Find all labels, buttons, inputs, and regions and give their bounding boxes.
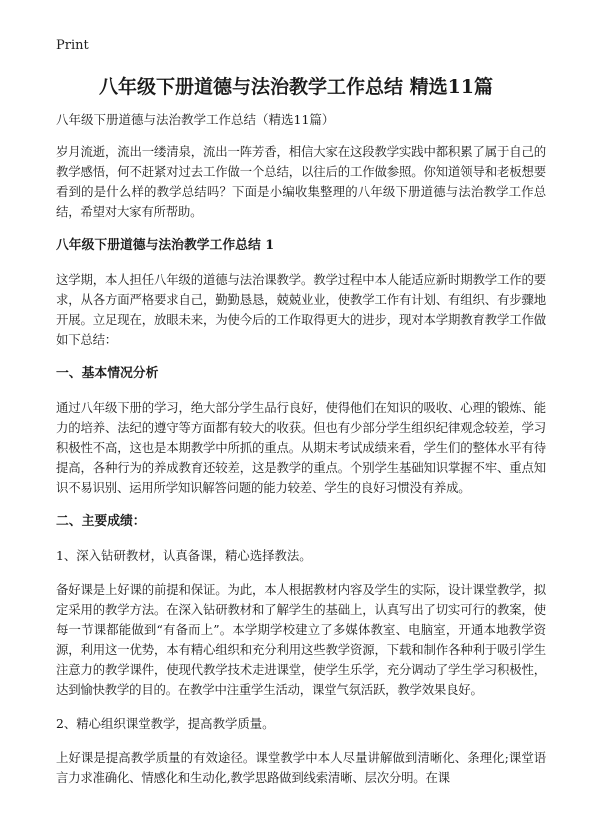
page-title: 八年级下册道德与法治教学工作总结 精选11篇 [98,76,494,98]
basic-analysis-paragraph: 通过八年级下册的学习，绝大部分学生品行良好，使得他们在知识的吸收、心理的锻炼、能力的培养、法纪的遵守等方面都有较大的收获。但也有少部分学生组织纪律观念较差，学习积极性不高，这也是本期教学中所抓的重点。从期末考试成绩来看，学生们的整体水平有待提高，各种行为的养成教育还较差，这是教学的重点。个别学生基础知识掌握不牢、重点知识不易识别、运用所学知识解答问题的能力较差、学生的良好习惯没有养成。 [56,400,546,495]
achievement-item-2-paragraph: 上好课是提高教学质量的有效途径。课堂教学中本人尽量讲解做到清晰化、条理化;课堂语言力求准确化、情感化和生动化,教学思路做到线索清晰、层次分明。在课 [56,750,546,785]
achievement-item-1: 1、深入钻研教材，认真备课，精心选择教法。 [56,548,312,563]
section1-paragraph: 这学期，本人担任八年级的道德与法治课教学。教学过程中本人能适应新时期教学工作的要求，从各方面严格要求自己，勤勤恳恳，兢兢业业，使教学工作有计划、有组织、有步骤地开展。立足现在，放眼未来，为使今后的工作取得更大的进步，现对本学期教育教学工作做如下总结： [56,272,546,347]
heading-basic-analysis: 一、基本情况分析 [56,366,159,381]
intro-paragraph: 岁月流逝，流出一缕清泉，流出一阵芳香，相信大家在这段教学实践中都积累了属于自己的教学感悟，何不赶紧对过去工作做一个总结，以往后的工作做参照。你知道领导和老板想要看到的是什么样的教学总结吗？下面是小编收集整理的八年级下册道德与法治教学工作总结，希望对大家有所帮助。 [56,144,546,219]
document-subtitle: 八年级下册道德与法治教学工作总结（精选11篇） [56,112,335,127]
achievement-item-2: 2、精心组织课堂教学，提高教学质量。 [56,716,275,731]
heading-main-achievements: 二、主要成绩： [56,514,146,529]
document-page [56,38,546,802]
section-heading-1: 八年级下册道德与法治教学工作总结 1 [56,238,275,253]
achievement-item-1-paragraph: 备好课是上好课的前提和保证。为此，本人根据教材内容及学生的实际，设计课堂教学，拟定采用的教学方法。在深入钻研教材和了解学生的基础上，认真写出了切实可行的教案，使每一节课都能做到“有备而上”。本学期学校建立了多媒体教室、电脑室，开通本地教学资源，利用这一优势，本有精心组织和充分利用这些教学资源，下载和制作各种利于吸引学生注意力的教学课件，使现代教学技术走进课堂，使学生乐学，充分调动了学生学习积极性，达到愉快教学的目的。在教学中注重学生活动，课堂气氛活跃，教学效果良好。 [56,582,546,697]
print-link[interactable]: Print [56,38,89,53]
